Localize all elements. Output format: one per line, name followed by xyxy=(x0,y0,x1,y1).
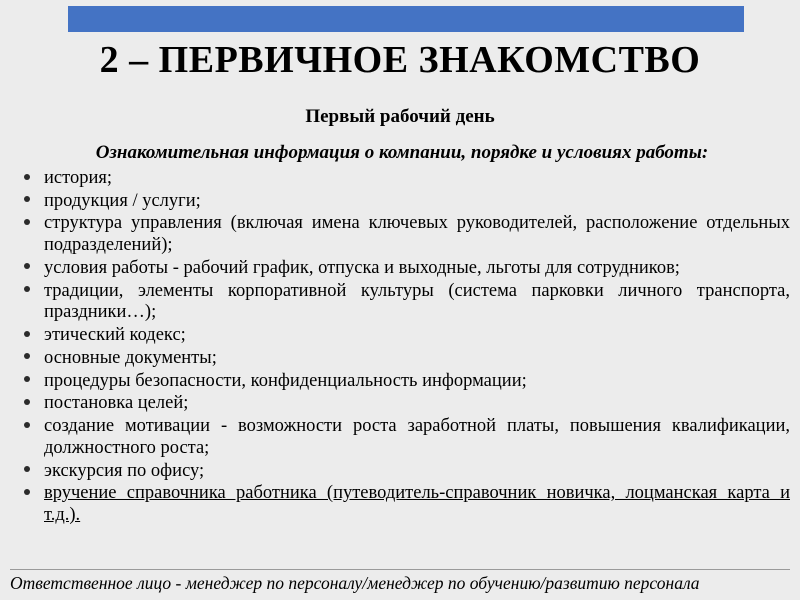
bullet-dot-icon xyxy=(24,263,30,269)
accent-bar xyxy=(68,6,744,32)
list-item-label: создание мотивации - возможности роста заработной платы, повышения квалификации, должностного роста; xyxy=(44,416,790,458)
list-item xyxy=(14,258,790,280)
footer-note: Ответственное лицо - менеджер по персоналу/менеджер по обучению/развитию персонала xyxy=(10,569,790,594)
list-item-label: процедуры безопасности, конфиденциальность информации; xyxy=(44,370,527,391)
list-item-label: основные документы; xyxy=(44,347,217,368)
list-item xyxy=(14,281,790,324)
list-item-label: история; xyxy=(44,168,113,188)
list-item xyxy=(14,393,790,415)
bullet-dot-icon xyxy=(24,174,30,180)
bullet-dot-icon xyxy=(24,489,30,495)
list-item-label: постановка целей; xyxy=(44,393,189,414)
list-item-label: вручение справочника работника (путеводитель-справочник новичка, лоцманская карта и т.д.). xyxy=(44,483,790,526)
slide-subtitle: Первый рабочий день xyxy=(305,106,495,127)
bullet-list xyxy=(14,168,790,528)
list-item xyxy=(14,461,790,483)
list-item xyxy=(14,168,790,190)
list-item-label: экскурсия по офису; xyxy=(44,460,205,481)
list-item xyxy=(14,191,790,213)
list-item xyxy=(14,213,790,256)
page-title: 2 – ПЕРВИЧНОЕ ЗНАКОМСТВО xyxy=(99,39,701,81)
bullet-dot-icon xyxy=(24,331,30,337)
list-item-label: продукция / услуги; xyxy=(44,190,201,211)
bullet-dot-icon xyxy=(24,422,30,428)
list-item-label: структура управления (включая имена ключевых руководителей, расположение отдельных подразделений); xyxy=(44,213,790,256)
list-item-label: традиции, элементы корпоративной культуры (система парковки личного транспорта, праздники…); xyxy=(44,280,790,323)
list-item xyxy=(14,325,790,347)
list-item-label: этический кодекс; xyxy=(44,325,186,346)
list-item xyxy=(14,348,790,370)
list-item-label: условия работы - рабочий график, отпуска и выходные, льготы для сотрудников; xyxy=(44,257,680,278)
bullet-dot-icon xyxy=(24,219,30,225)
bullet-dot-icon xyxy=(24,399,30,405)
list-item xyxy=(14,371,790,393)
list-item xyxy=(14,416,790,459)
bullet-dot-icon xyxy=(24,353,30,359)
bullet-dot-icon xyxy=(24,196,30,202)
bullet-dot-icon xyxy=(24,286,30,292)
lead-paragraph: Ознакомительная информация о компании, порядке и условиях работы: xyxy=(95,142,709,163)
list-item xyxy=(14,483,790,526)
bullet-dot-icon xyxy=(24,376,30,382)
bullet-dot-icon xyxy=(24,466,30,472)
